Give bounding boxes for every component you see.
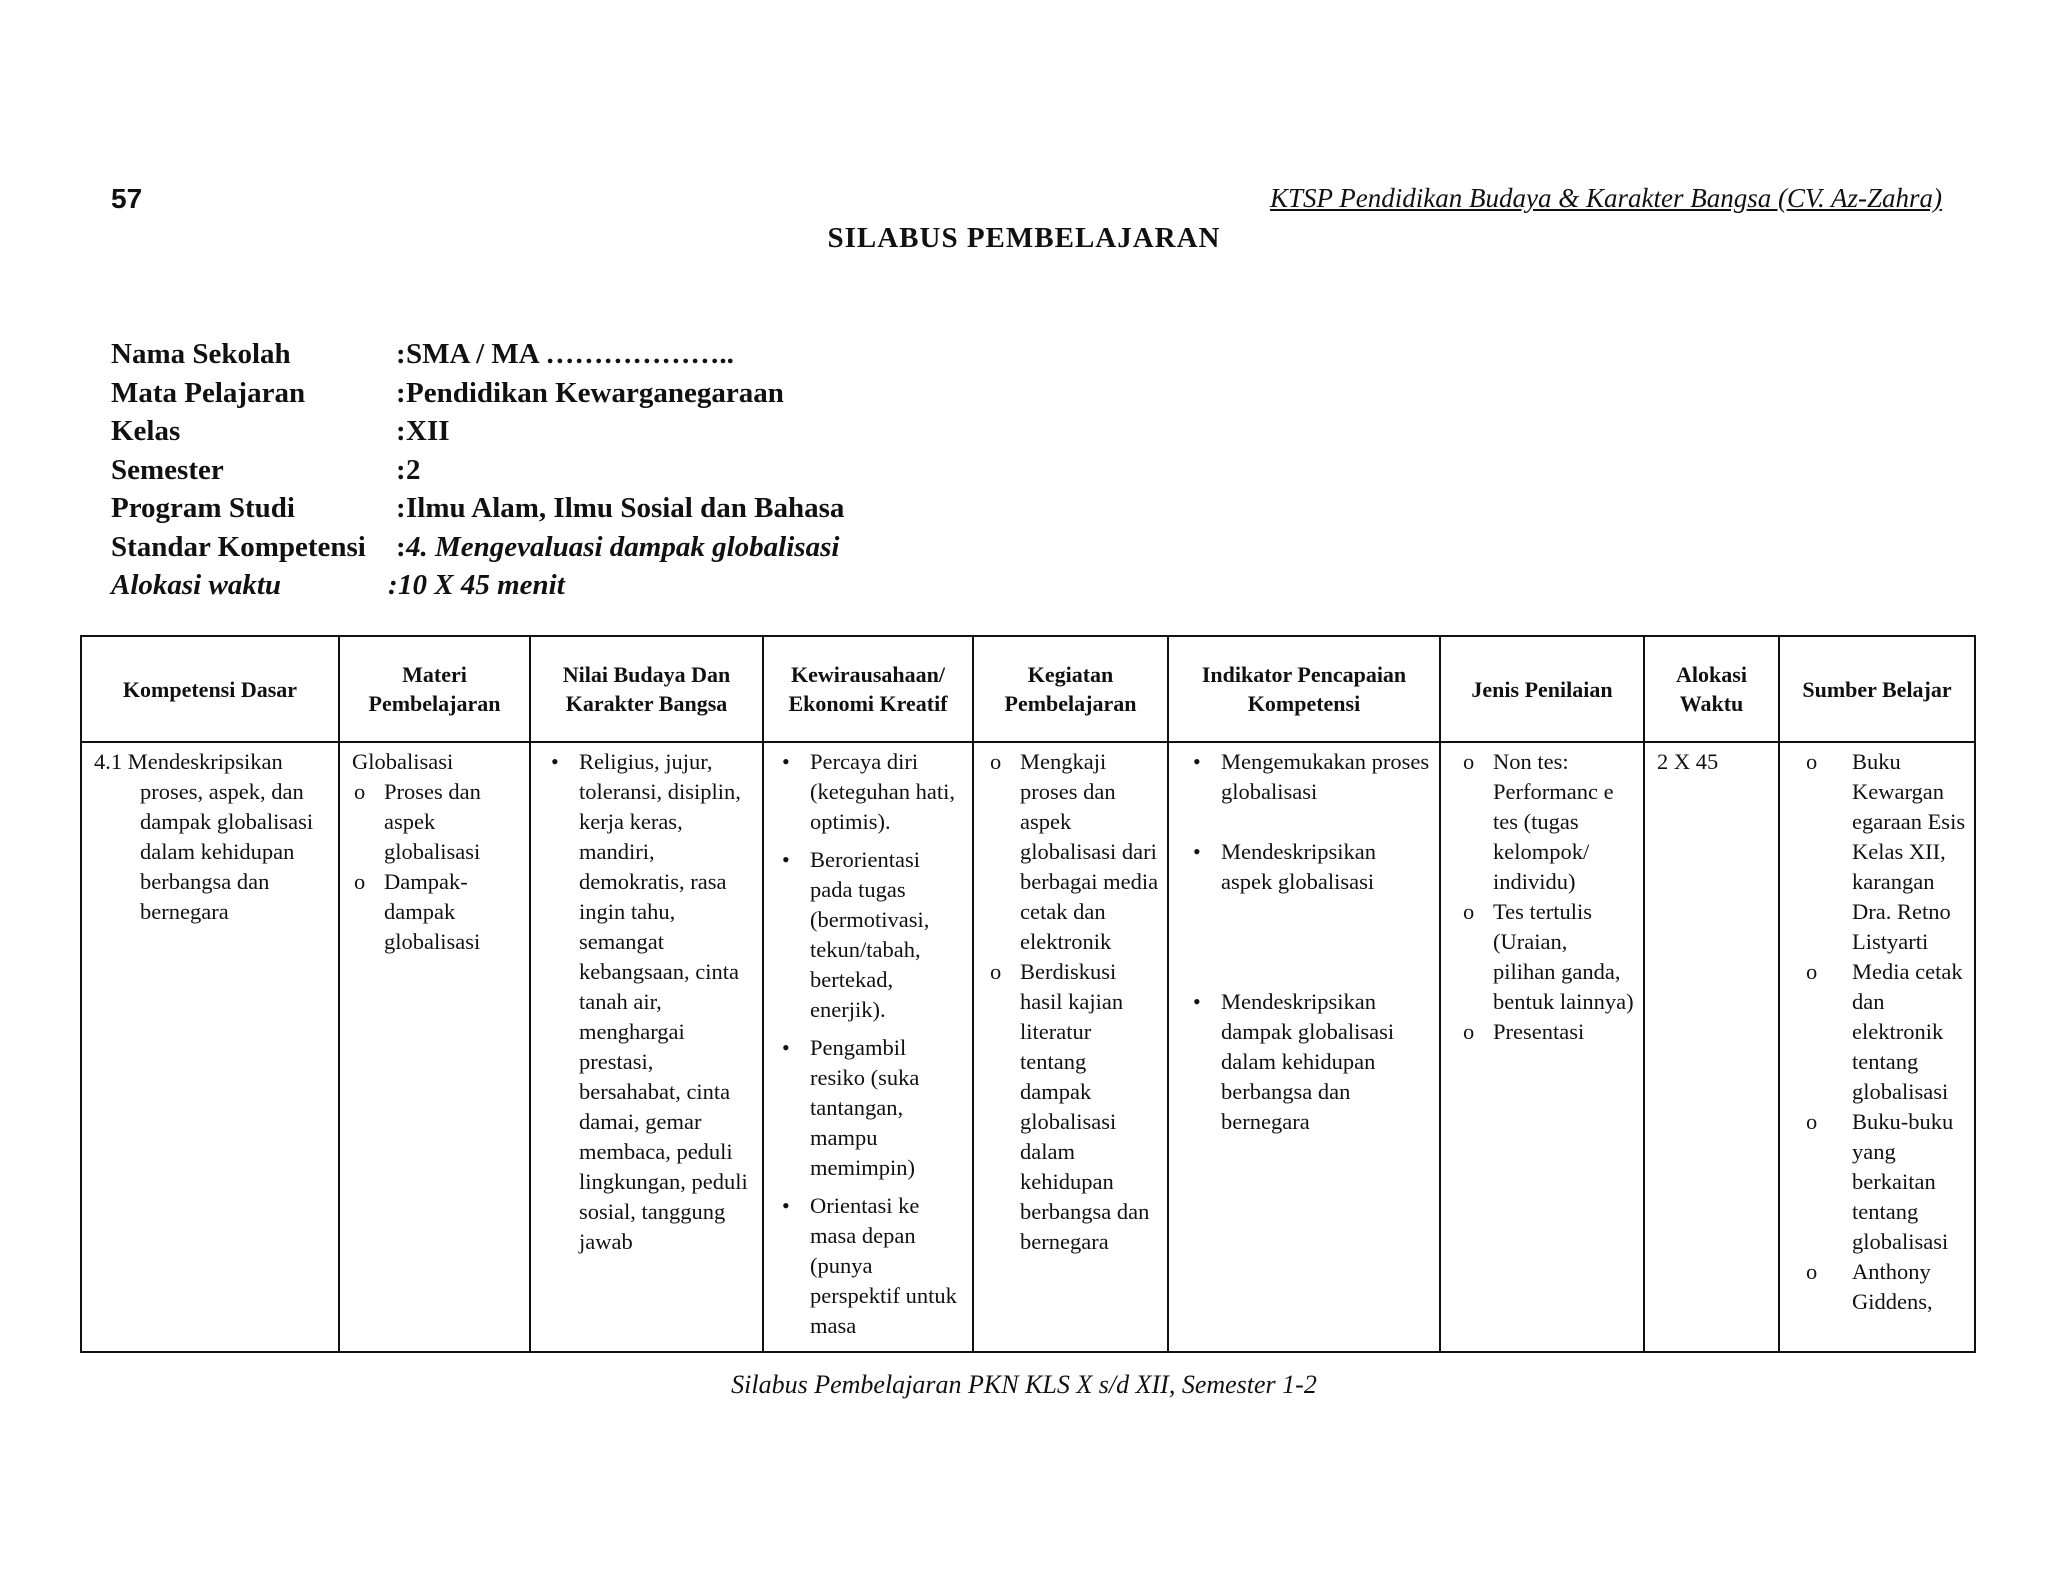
info-label: Mata Pelajaran <box>111 376 306 409</box>
info-value: 10 X 45 menit <box>398 569 565 601</box>
column-header: Indikator Pencapaian Kompetensi <box>1168 636 1440 742</box>
page-number: 57 <box>111 183 143 214</box>
column-header: Kegiatan Pembelajaran <box>973 636 1168 742</box>
info-value: 2 <box>406 453 421 486</box>
list-item: o Berdiskusi hasil kajian literatur tentang dampak globalisasi dalam kehidupan berbangsa dan bernegara <box>1020 957 1159 1257</box>
list-item: • Mendeskripsikan dampak globalisasi dalam kehidupan berbangsa dan bernegara <box>1221 987 1431 1137</box>
info-label: Kelas <box>111 415 181 447</box>
info-value: XII <box>406 415 450 447</box>
info-value: 4. Mengevaluasi dampak globalisasi <box>406 530 840 563</box>
column-header: Jenis Penilaian <box>1440 636 1644 742</box>
list-item: • Mendeskripsikan aspek globalisasi <box>1221 837 1431 897</box>
cell-jenis-penilaian <box>1440 742 1644 1352</box>
list-item: o Mengkaji proses dan aspek globalisasi dari berbagai media cetak dan elektronik <box>1020 747 1159 957</box>
info-label: Alokasi waktu <box>111 569 282 601</box>
list-item: o Buku Kewargan egaraan Esis Kelas XII, karangan Dra. Retno Listyarti <box>1852 747 1966 957</box>
kd-text-rest: proses, aspek, dan dampak globalisasi dalam kehidupan berbangsa dan bernegara <box>140 779 314 924</box>
column-header: Alokasi Waktu <box>1644 636 1779 742</box>
syllabus-info <box>111 335 844 605</box>
info-label: Standar Kompetensi <box>111 530 366 563</box>
cell-alokasi: 2 X 45 <box>1644 742 1779 1352</box>
cell-nilai-budaya <box>530 742 763 1352</box>
cell-kompetensi-dasar <box>81 742 339 1352</box>
list-item: • Pengambil resiko (suka tantangan, mampu memimpin) <box>810 1033 964 1183</box>
info-row-subject: Mata Pelajaran : Pendidikan Kewarganegaraan <box>111 374 844 413</box>
kd-text-first: Mendeskripsikan <box>127 749 283 774</box>
list-item: • Percaya diri (keteguhan hati, optimis). <box>810 747 964 837</box>
document-title: SILABUS PEMBELAJARAN <box>827 222 1221 254</box>
info-label: Semester <box>111 453 224 486</box>
cell-kewirausahaan <box>763 742 973 1352</box>
column-header: Materi Pembelajaran <box>339 636 530 742</box>
column-header: Nilai Budaya Dan Karakter Bangsa <box>530 636 763 742</box>
list-item: o Non tes: Performanc e tes (tugas kelompok/ individu) <box>1493 747 1635 897</box>
cell-sumber-belajar <box>1779 742 1975 1352</box>
list-item: • Berorientasi pada tugas (bermotivasi, tekun/tabah, bertekad, enerjik). <box>810 845 964 1025</box>
list-item: • Religius, jujur, toleransi, disiplin, kerja keras, mandiri, demokratis, rasa ingin tahu, semangat kebangsaan, cinta tanah air, menghargai prestasi, bersahabat, cinta damai, gemar membaca, peduli lingkungan, peduli sosial, tanggung jawab <box>579 747 754 1257</box>
column-header: Kewirausahaan/ Ekonomi Kreatif <box>763 636 973 742</box>
info-row-program: Program Studi : Ilmu Alam, Ilmu Sosial dan Bahasa <box>111 489 844 528</box>
materi-heading: Globalisasi <box>352 749 454 774</box>
table-row <box>81 742 1975 1352</box>
page-footer: Silabus Pembelajaran PKN KLS X s/d XII, Semester 1-2 <box>731 1370 1317 1399</box>
cell-materi <box>339 742 530 1352</box>
column-header: Kompetensi Dasar <box>81 636 339 742</box>
list-item: o Media cetak dan elektronik tentang globalisasi <box>1852 957 1966 1107</box>
list-item: o Anthony Giddens, <box>1852 1257 1966 1317</box>
list-item: o Tes tertulis (Uraian, pilihan ganda, bentuk lainnya) <box>1493 897 1635 1017</box>
table-header-row <box>81 636 1975 742</box>
cell-indikator <box>1168 742 1440 1352</box>
info-row-time-allocation: Alokasi waktu : 10 X 45 menit <box>111 566 844 605</box>
info-row-class: Kelas : XII <box>111 412 844 451</box>
list-item: o Proses dan aspek globalisasi <box>384 777 521 867</box>
list-item: o Buku-buku yang berkaitan tentang globalisasi <box>1852 1107 1966 1257</box>
kd-number: 4.1 <box>94 749 123 774</box>
info-label: Program Studi <box>111 492 295 524</box>
info-value: Pendidikan Kewarganegaraan <box>406 376 784 409</box>
header-reference: KTSP Pendidikan Budaya & Karakter Bangsa (CV. Az-Zahra) <box>1270 183 1942 213</box>
list-item: • Mengemukakan proses globalisasi <box>1221 747 1431 807</box>
list-item: o Presentasi <box>1493 1017 1635 1047</box>
info-value: SMA / MA ……………….. <box>406 338 734 370</box>
info-row-semester: Semester : 2 <box>111 451 844 490</box>
list-item: o Dampak-dampak globalisasi <box>384 867 521 957</box>
info-row-competency-standard: Standar Kompetensi : 4. Mengevaluasi dampak globalisasi <box>111 528 844 567</box>
syllabus-table <box>80 635 1976 1353</box>
cell-kegiatan <box>973 742 1168 1352</box>
list-item: • Orientasi ke masa depan (punya perspektif untuk masa <box>810 1191 964 1341</box>
info-row-school: Nama Sekolah : SMA / MA ……………….. <box>111 335 844 374</box>
column-header: Sumber Belajar <box>1779 636 1975 742</box>
info-label: Nama Sekolah <box>111 338 291 370</box>
info-value: Ilmu Alam, Ilmu Sosial dan Bahasa <box>406 492 845 524</box>
